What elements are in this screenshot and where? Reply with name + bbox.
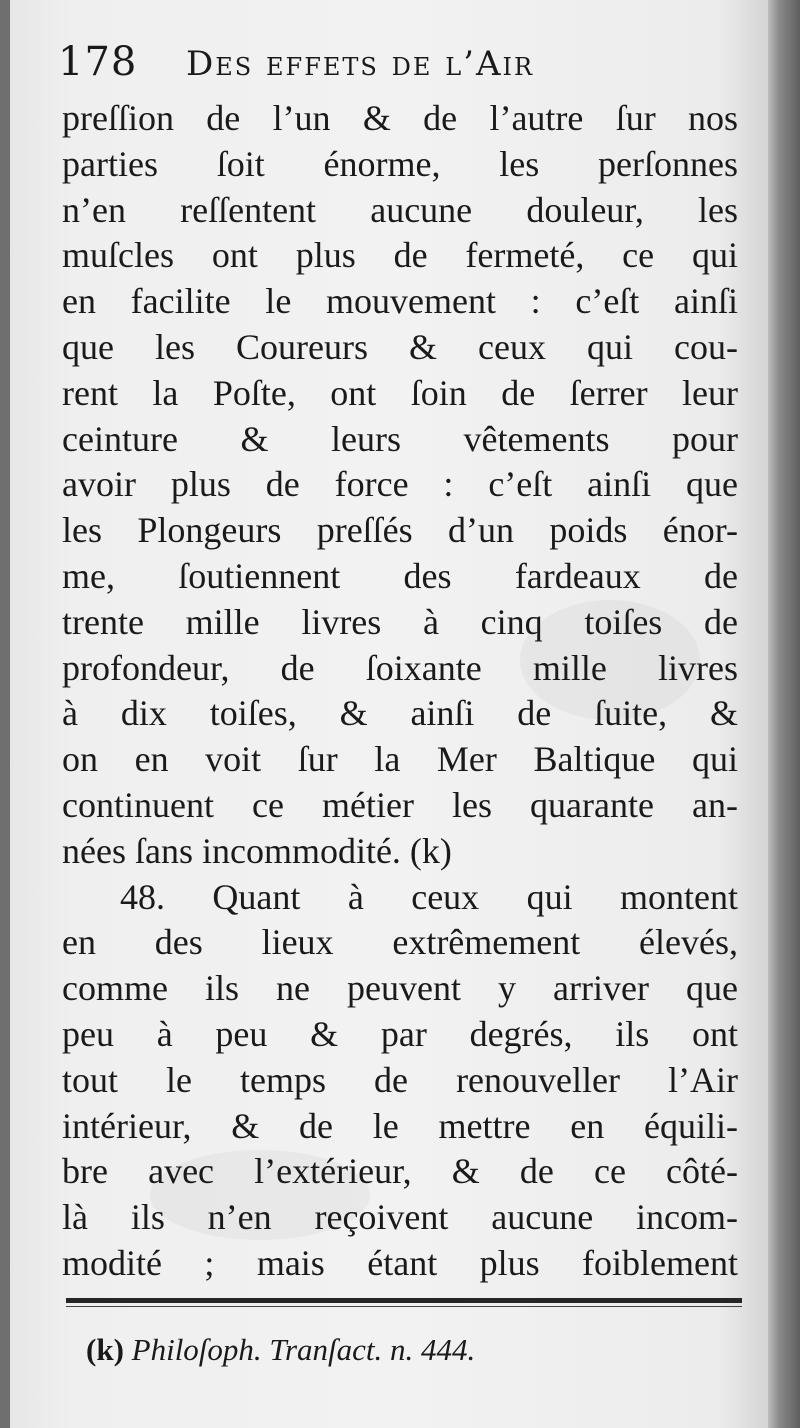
text-line: comme ils ne peuvent y arriver que [62, 968, 738, 1009]
text-line: modité ; mais étant plus foiblement [62, 1242, 738, 1283]
text-line: me, ſoutiennent des fardeaux de [62, 555, 738, 596]
text-line: les Plongeurs preſſés d’un poids énor- [62, 510, 738, 551]
text-line: continuent ce métier les quarante an- [62, 784, 738, 825]
footnote-rule-thin [66, 1306, 742, 1307]
page-number: 178 [58, 39, 138, 85]
text-line: profondeur, de ſoixante mille livres [62, 647, 738, 688]
text-line: rent la Poſte, ont ſoin de ſerrer leur [62, 372, 738, 413]
text-line: trente mille livres à cinq toiſes de [62, 601, 738, 642]
running-head [58, 38, 738, 88]
footnote [86, 1330, 686, 1370]
page-edge-shadow [768, 0, 800, 1428]
text-line: avoir plus de force : c’eſt ainſi que [62, 464, 738, 505]
body-text [62, 96, 738, 1287]
text-line: parties ſoit énorme, les perſonnes [62, 143, 738, 184]
header-title: Des effets de l’Air [186, 44, 535, 84]
text-line: là ils n’en reçoivent aucune incom- [62, 1197, 738, 1238]
text-line: que les Coureurs & ceux qui cou- [62, 326, 738, 367]
text-line: preſſion de l’un & de l’autre ſur nos [62, 98, 738, 138]
text-line: muſcles ont plus de fermeté, ce qui [62, 235, 738, 276]
footnote-marker: (k) [86, 1332, 124, 1367]
text-line: à dix toiſes, & ainſi de ſuite, & [62, 693, 738, 734]
text-line: en des lieux extrêmement élevés, [62, 922, 738, 963]
text-line: on en voit ſur la Mer Baltique qui [62, 739, 738, 780]
text-line: nées ſans incommodité. (k) [62, 830, 452, 871]
paragraph-start-line: 48. Quant à ceux qui montent [120, 876, 738, 917]
text-line: intérieur, & de le mettre en équili- [62, 1105, 738, 1146]
text-line: bre avec l’extérieur, & de ce côté- [62, 1151, 738, 1192]
footnote-rule [66, 1298, 742, 1303]
text-line: en facilite le mouvement : c’eſt ainſi [62, 281, 738, 322]
text-line: n’en reſſentent aucune douleur, les [62, 189, 738, 230]
footnote-text: Philoſoph. Tranſact. n. 444. [131, 1332, 476, 1367]
text-line: peu à peu & par degrés, ils ont [62, 1013, 738, 1054]
text-line: tout le temps de renouveller l’Air [62, 1059, 738, 1100]
text-line: ceinture & leurs vêtements pour [62, 418, 738, 459]
